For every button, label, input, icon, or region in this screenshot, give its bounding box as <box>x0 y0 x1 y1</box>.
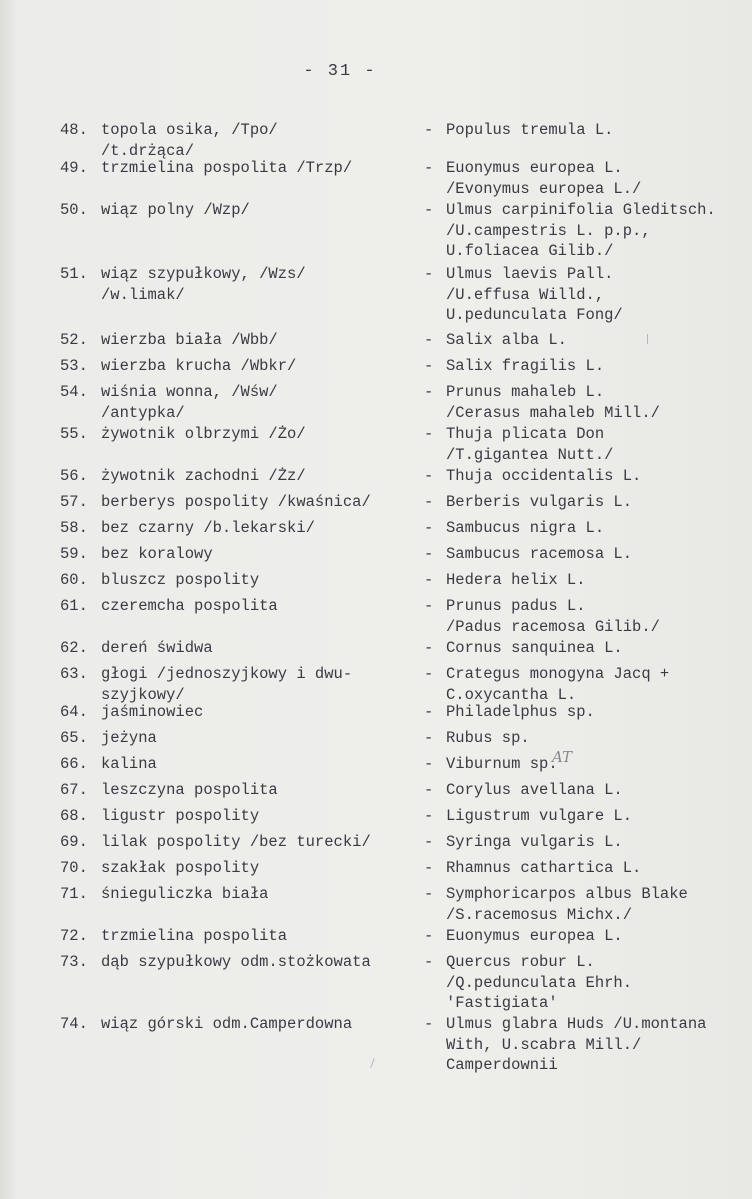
entry-number: 70. <box>60 859 88 877</box>
latin-name-line: Quercus robur L. <box>446 953 595 971</box>
separator-dash: - <box>424 467 434 485</box>
polish-name-line: głogi /jednoszyjkowy i dwu- <box>101 665 353 683</box>
polish-name <box>101 728 411 749</box>
entry-number: 60. <box>60 571 88 589</box>
polish-name <box>101 570 411 591</box>
latin-name-line: /U.effusa Willd., <box>446 285 605 304</box>
separator-dash: - <box>424 1015 434 1033</box>
species-entry <box>0 754 752 780</box>
polish-name-line: wiąz szypułkowy, /Wzs/ <box>101 265 306 283</box>
entry-number: 65. <box>60 729 88 747</box>
separator-dash: - <box>424 859 434 877</box>
separator-dash: - <box>424 357 434 375</box>
species-entry <box>0 120 752 158</box>
species-entry <box>0 1014 752 1078</box>
polish-name-line: berberys pospolity /kwaśnica/ <box>101 493 371 511</box>
entry-number: 54. <box>60 383 88 401</box>
species-entry <box>0 664 752 702</box>
polish-name-line: bez czarny /b.lekarski/ <box>101 519 315 537</box>
polish-name-line: trzmielina pospolita <box>101 927 288 945</box>
separator-dash: - <box>424 665 434 683</box>
polish-name <box>101 952 411 973</box>
latin-name <box>446 638 752 659</box>
species-entry <box>0 596 752 638</box>
polish-name-line: czeremcha pospolita <box>101 597 278 615</box>
species-entry <box>0 424 752 466</box>
latin-name-line: With, U.scabra Mill./ <box>446 1035 642 1054</box>
polish-name <box>101 544 411 565</box>
latin-name <box>446 806 752 827</box>
separator-dash: - <box>424 265 434 283</box>
species-entry <box>0 702 752 728</box>
species-list <box>0 120 752 1078</box>
latin-name-line: Ulmus glabra Huds /U.montana <box>446 1015 707 1033</box>
species-entry <box>0 570 752 596</box>
latin-name-line: /Q.pedunculata Ehrh. <box>446 973 633 992</box>
latin-name <box>446 466 752 487</box>
latin-name <box>446 1014 752 1076</box>
latin-name <box>446 158 752 199</box>
polish-name-line: leszczyna pospolita <box>101 781 278 799</box>
species-entry <box>0 518 752 544</box>
polish-name-line: dereń świdwa <box>101 639 213 657</box>
separator-dash: - <box>424 755 434 773</box>
species-entry <box>0 926 752 952</box>
polish-name-line: żywotnik zachodni /Żz/ <box>101 467 306 485</box>
entry-number: 64. <box>60 703 88 721</box>
species-entry <box>0 638 752 664</box>
latin-name <box>446 780 752 801</box>
latin-name-line: Salix fragilis L. <box>446 357 605 375</box>
latin-name-line: Thuja occidentalis L. <box>446 467 642 485</box>
species-entry <box>0 952 752 1014</box>
polish-name-line: żywotnik olbrzymi /Żo/ <box>101 425 306 443</box>
latin-name-line: Euonymus europea L. <box>446 159 623 177</box>
polish-name-line: bluszcz pospolity <box>101 571 260 589</box>
separator-dash: - <box>424 201 434 219</box>
latin-name <box>446 664 752 705</box>
species-entry <box>0 330 752 356</box>
separator-dash: - <box>424 781 434 799</box>
latin-name-line: Berberis vulgaris L. <box>446 493 633 511</box>
species-entry <box>0 858 752 884</box>
species-entry <box>0 492 752 518</box>
entry-number: 51. <box>60 265 88 283</box>
latin-name <box>446 382 752 423</box>
polish-name-line: wierzba biała /Wbb/ <box>101 331 278 349</box>
latin-name-line: Ulmus laevis Pall. <box>446 265 614 283</box>
latin-name-line: Rhamnus cathartica L. <box>446 859 642 877</box>
polish-name <box>101 1014 411 1035</box>
latin-name-line: Symphoricarpos albus Blake <box>446 885 688 903</box>
separator-dash: - <box>424 519 434 537</box>
latin-name <box>446 884 752 925</box>
polish-name <box>101 806 411 827</box>
latin-name-line: Sambucus racemosa L. <box>446 545 633 563</box>
latin-name <box>446 518 752 539</box>
polish-name-line: szyjkowy/ <box>101 685 185 704</box>
latin-name-line: /Padus racemosa Gilib./ <box>446 617 660 636</box>
polish-name <box>101 200 411 221</box>
entry-number: 71. <box>60 885 88 903</box>
latin-name <box>446 596 752 637</box>
polish-name-line: bez koralowy <box>101 545 213 563</box>
polish-name <box>101 466 411 487</box>
latin-name-line: /T.gigantea Nutt./ <box>446 445 614 464</box>
species-entry <box>0 200 752 264</box>
separator-dash: - <box>424 703 434 721</box>
species-entry <box>0 728 752 754</box>
polish-name <box>101 382 411 423</box>
latin-name <box>446 858 752 879</box>
separator-dash: - <box>424 885 434 903</box>
latin-name-line: Sambucus nigra L. <box>446 519 605 537</box>
separator-dash: - <box>424 729 434 747</box>
separator-dash: - <box>424 807 434 825</box>
latin-name-line: Ligustrum vulgare L. <box>446 807 633 825</box>
latin-name-line: 'Fastigiata' <box>446 994 558 1012</box>
polish-name <box>101 926 411 947</box>
latin-name <box>446 728 752 749</box>
entry-number: 69. <box>60 833 88 851</box>
entry-number: 52. <box>60 331 88 349</box>
latin-name <box>446 264 752 326</box>
polish-name-line: /t.drżąca/ <box>101 141 195 160</box>
entry-number: 53. <box>60 357 88 375</box>
polish-name <box>101 754 411 775</box>
separator-dash: - <box>424 597 434 615</box>
polish-name <box>101 120 411 161</box>
polish-name-line: kalina <box>101 755 157 773</box>
latin-name-line: Thuja plicata Don <box>446 425 605 443</box>
latin-name-line: Camperdownii <box>446 1056 558 1074</box>
species-entry <box>0 382 752 424</box>
latin-name <box>446 356 752 377</box>
latin-name <box>446 120 752 141</box>
species-entry <box>0 806 752 832</box>
separator-dash: - <box>424 159 434 177</box>
handwritten-annotation: AT <box>552 748 573 766</box>
latin-name-line: Philadelphus sp. <box>446 703 595 721</box>
polish-name-line: ligustr pospolity <box>101 807 260 825</box>
latin-name-line: /Evonymus europea L./ <box>446 179 642 198</box>
entry-number: 68. <box>60 807 88 825</box>
separator-dash: - <box>424 833 434 851</box>
entry-number: 66. <box>60 755 88 773</box>
polish-name <box>101 858 411 879</box>
latin-name-line: Viburnum sp. <box>446 755 558 773</box>
entry-number: 74. <box>60 1015 88 1033</box>
entry-number: 49. <box>60 159 88 177</box>
polish-name <box>101 356 411 377</box>
entry-number: 72. <box>60 927 88 945</box>
entry-number: 57. <box>60 493 88 511</box>
polish-name-line: wierzba krucha /Wbkr/ <box>101 357 297 375</box>
entry-number: 56. <box>60 467 88 485</box>
polish-name-line: lilak pospolity /bez turecki/ <box>101 833 371 851</box>
species-entry <box>0 884 752 926</box>
polish-name <box>101 780 411 801</box>
latin-name-line: Corylus avellana L. <box>446 781 623 799</box>
latin-name-line: Populus tremula L. <box>446 121 614 139</box>
latin-name-line: Cornus sanquinea L. <box>446 639 623 657</box>
latin-name-line: /S.racemosus Michx./ <box>446 905 633 924</box>
separator-dash: - <box>424 927 434 945</box>
entry-number: 50. <box>60 201 88 219</box>
separator-dash: - <box>424 545 434 563</box>
polish-name-line: wiąz polny /Wzp/ <box>101 201 250 219</box>
entry-number: 73. <box>60 953 88 971</box>
separator-dash: - <box>424 953 434 971</box>
latin-name-line: /Cerasus mahaleb Mill./ <box>446 403 660 422</box>
species-entry <box>0 466 752 492</box>
latin-name-line: Syringa vulgaris L. <box>446 833 623 851</box>
polish-name-line: dąb szypułkowy odm.stożkowata <box>101 953 371 971</box>
latin-name-line: Prunus mahaleb L. <box>446 383 605 401</box>
latin-name <box>446 492 752 513</box>
entry-number: 61. <box>60 597 88 615</box>
polish-name-line: wiąz górski odm.Camperdowna <box>101 1015 353 1033</box>
separator-dash: - <box>424 639 434 657</box>
latin-name <box>446 200 752 262</box>
latin-name <box>446 570 752 591</box>
latin-name <box>446 952 752 1014</box>
latin-name-line: Ulmus carpinifolia Gleditsch. <box>446 201 716 219</box>
latin-name <box>446 702 752 723</box>
polish-name-line: /antypka/ <box>101 403 185 422</box>
polish-name <box>101 158 411 179</box>
polish-name <box>101 424 411 445</box>
latin-name <box>446 832 752 853</box>
species-entry <box>0 780 752 806</box>
polish-name-line: topola osika, /Tpo/ <box>101 121 278 139</box>
entry-number: 59. <box>60 545 88 563</box>
entry-number: 67. <box>60 781 88 799</box>
polish-name <box>101 702 411 723</box>
entry-number: 58. <box>60 519 88 537</box>
polish-name-line: wiśnia wonna, /Wśw/ <box>101 383 278 401</box>
latin-name-line: C.oxycantha L. <box>446 685 577 704</box>
polish-name <box>101 330 411 351</box>
polish-name-line: trzmielina pospolita /Trzp/ <box>101 159 353 177</box>
polish-name-line: szakłak pospolity <box>101 859 260 877</box>
latin-name-line: /U.campestris L. p.p., <box>446 221 651 240</box>
latin-name-line: Euonymus europea L. <box>446 927 623 945</box>
entry-number: 63. <box>60 665 88 683</box>
polish-name <box>101 264 411 305</box>
polish-name <box>101 492 411 513</box>
separator-dash: - <box>424 571 434 589</box>
polish-name-line: jaśminowiec <box>101 703 204 721</box>
species-entry <box>0 544 752 570</box>
entry-number: 48. <box>60 121 88 139</box>
latin-name <box>446 424 752 465</box>
entry-number: 62. <box>60 639 88 657</box>
species-entry <box>0 264 752 330</box>
separator-dash: - <box>424 121 434 139</box>
latin-name-line: Hedera helix L. <box>446 571 586 589</box>
latin-name <box>446 754 752 775</box>
page-number: - 31 - <box>303 62 377 81</box>
separator-dash: - <box>424 383 434 401</box>
polish-name <box>101 638 411 659</box>
separator-dash: - <box>424 331 434 349</box>
polish-name <box>101 596 411 617</box>
species-entry <box>0 158 752 200</box>
entry-number: 55. <box>60 425 88 443</box>
polish-name <box>101 832 411 853</box>
species-entry <box>0 832 752 858</box>
separator-dash: - <box>424 493 434 511</box>
latin-name <box>446 330 752 351</box>
latin-name-line: Rubus sp. <box>446 729 530 747</box>
polish-name-line: śnieguliczka biała <box>101 885 269 903</box>
separator-dash: - <box>424 425 434 443</box>
latin-name-line: U.pedunculata Fong/ <box>446 306 623 324</box>
latin-name <box>446 926 752 947</box>
species-entry <box>0 356 752 382</box>
pencil-mark <box>647 334 648 344</box>
polish-name <box>101 884 411 905</box>
polish-name <box>101 518 411 539</box>
polish-name-line: jeżyna <box>101 729 157 747</box>
polish-name <box>101 664 411 705</box>
latin-name-line: Salix alba L. <box>446 331 567 349</box>
latin-name <box>446 544 752 565</box>
latin-name-line: U.foliacea Gilib./ <box>446 242 614 260</box>
latin-name-line: Crategus monogyna Jacq + <box>446 665 670 683</box>
latin-name-line: Prunus padus L. <box>446 597 586 615</box>
polish-name-line: /w.limak/ <box>101 285 185 304</box>
